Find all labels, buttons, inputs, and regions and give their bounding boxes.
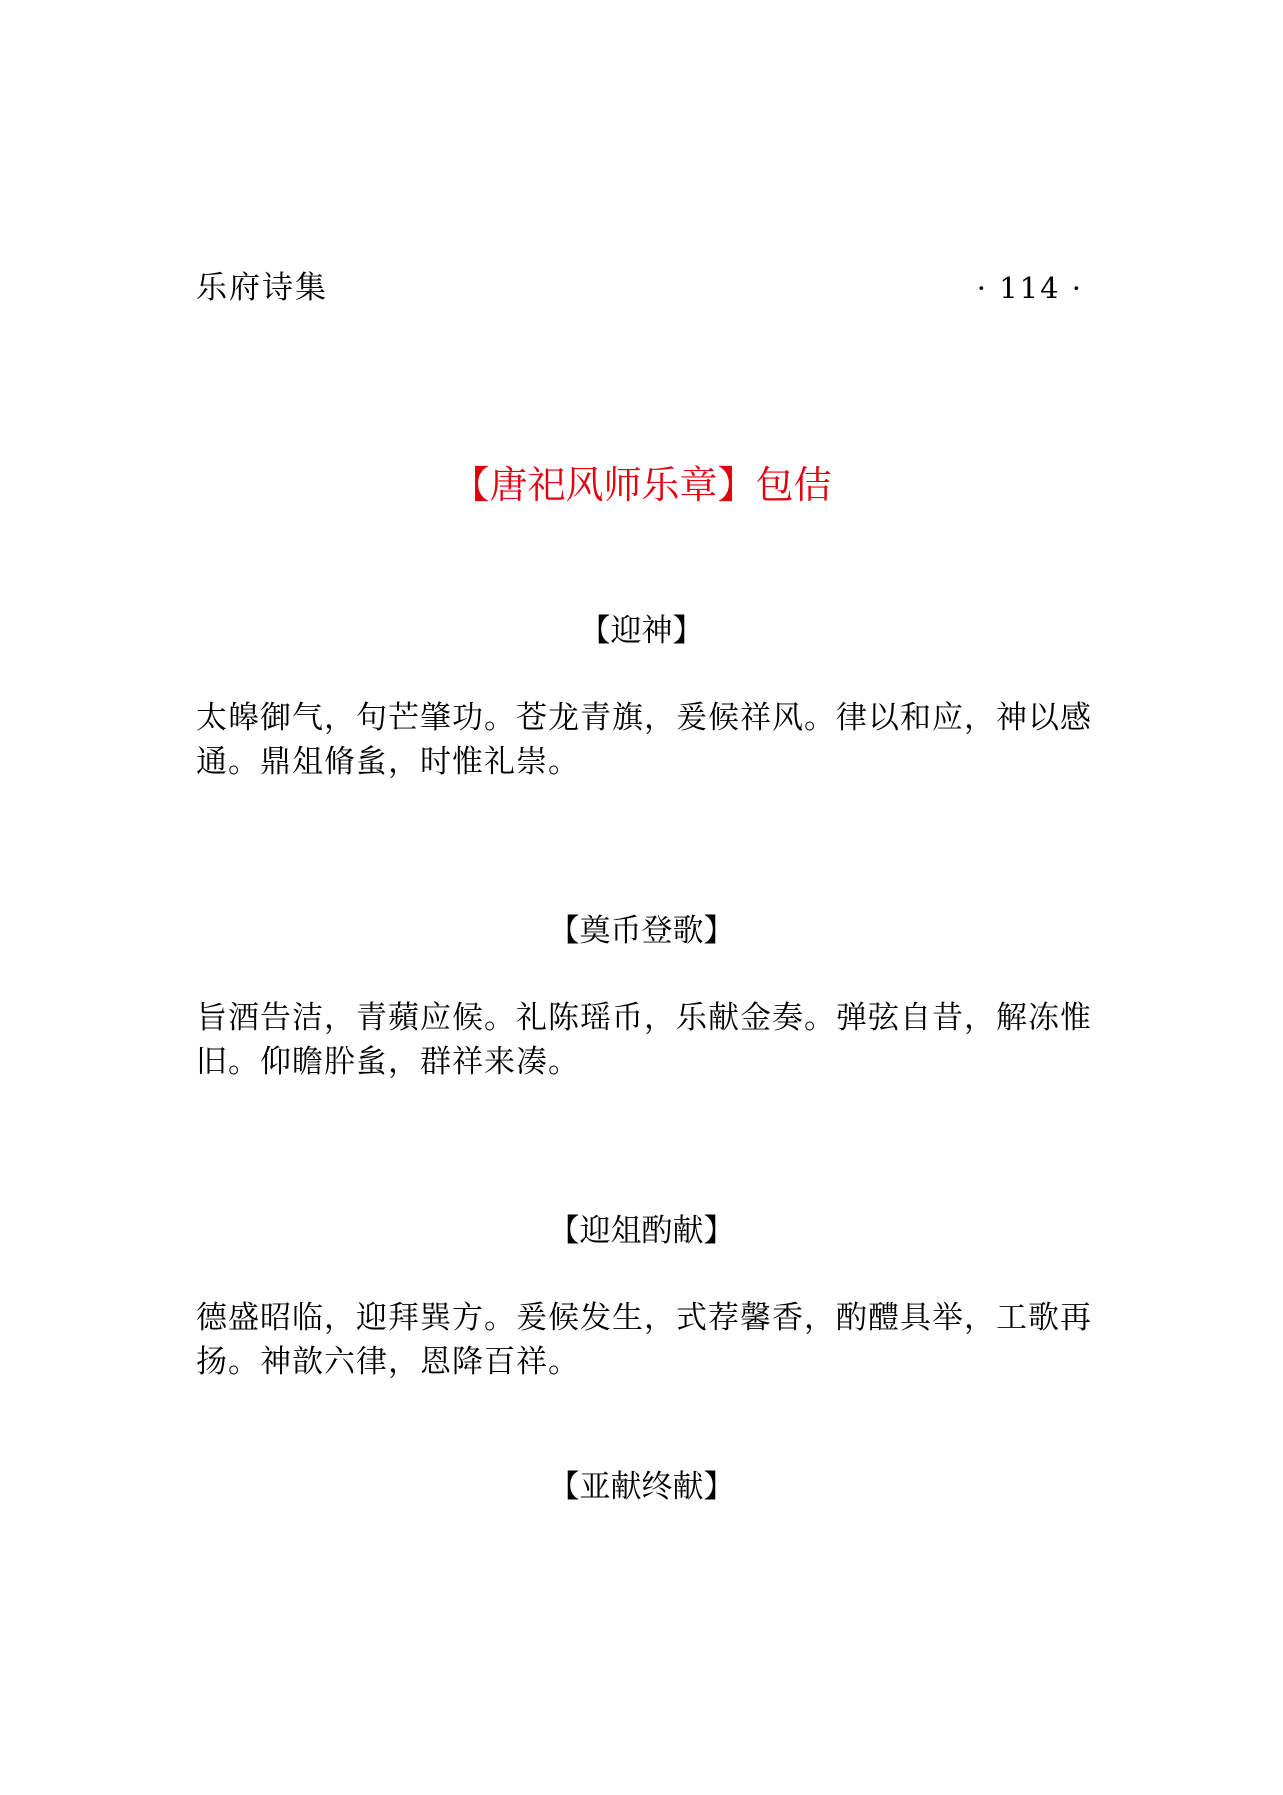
section-heading-yingzu: 【迎俎酌献】 [548,1213,735,1249]
poem-title: 【唐祀风师乐章】包佶 [451,463,832,507]
section-text-yingshen: 太皞御气，句芒肇功。苍龙青旗，爰候祥风。律以和应，神以感通。鼎俎脩蚃，时惟礼崇。 [196,700,1092,780]
section-text-dianbi: 旨酒告洁，青蘋应候。礼陈瑶币，乐献金奏。弹弦自昔，解冻惟旧。仰瞻肸蚃，群祥来凑。 [196,1000,1092,1080]
section-heading-yaxian: 【亚献终献】 [548,1469,735,1505]
section-heading-yingshen: 【迎神】 [579,613,704,649]
page-number: · 114 · [976,271,1083,305]
section-text-yingzu: 德盛昭临，迎拜巽方。爰候发生，式荐馨香，酌醴具举，工歌再扬。神歆六律，恩降百祥。 [196,1300,1092,1380]
running-header-book-title: 乐府诗集 [196,270,328,306]
section-heading-dianbi: 【奠币登歌】 [548,913,735,949]
